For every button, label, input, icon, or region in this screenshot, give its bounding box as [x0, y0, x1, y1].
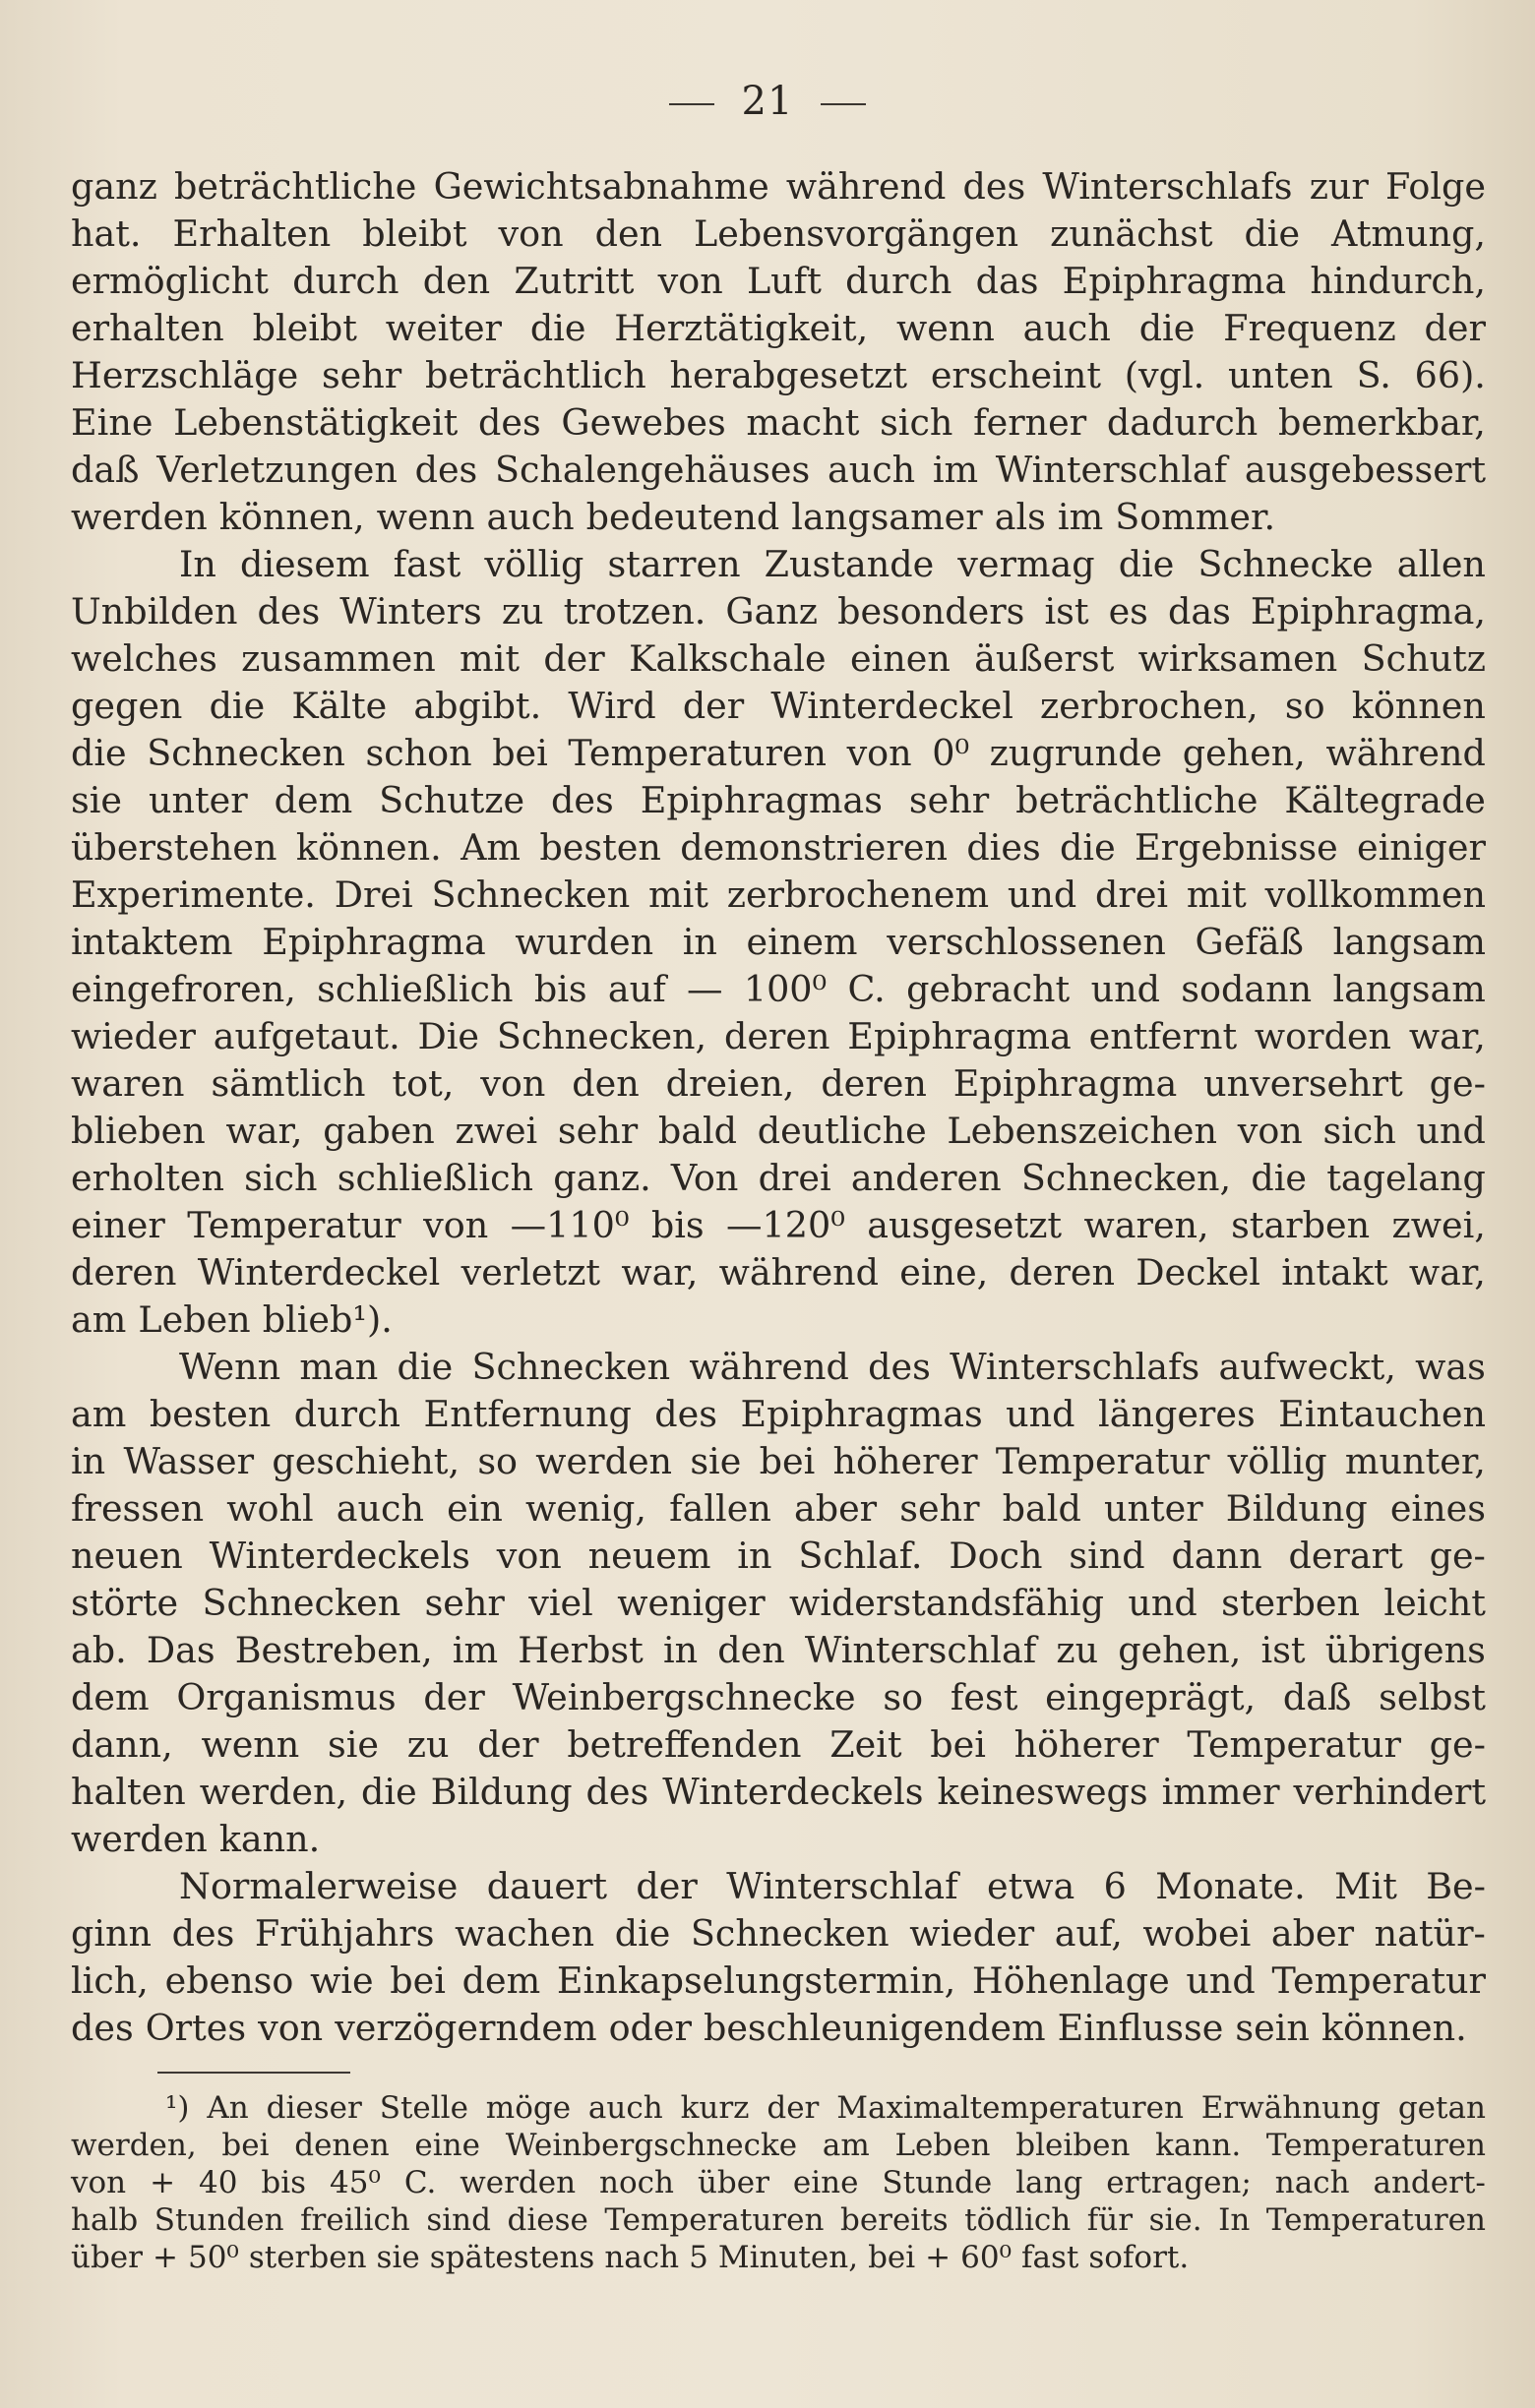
text-line: am besten durch Entfernung des Epiphragmas und längeres Eintauchen	[71, 1393, 1486, 1435]
text-line: des Ortes von verzögerndem oder beschleunigendem Einflusse sein können.	[71, 2007, 1467, 2049]
footnote-line: werden, bei denen eine Weinbergschnecke am Leben bleiben kann. Temperaturen	[71, 2128, 1486, 2163]
right-dash	[821, 103, 866, 105]
text-line: Eine Lebenstätigkeit des Gewebes macht sich ferner dadurch bemerkbar,	[71, 401, 1486, 444]
text-line: ganz beträchtliche Gewichtsabnahme während des Winterschlafs zur Folge	[71, 165, 1486, 208]
text-line: Experimente. Drei Schnecken mit zerbrochenem und drei mit vollkommen	[71, 873, 1486, 916]
footnote-rule	[157, 2072, 350, 2074]
text-line: hat. Erhalten bleibt von den Lebensvorgängen zunächst die Atmung,	[71, 212, 1486, 255]
body-text	[71, 163, 1486, 2052]
text-line: am Leben blieb¹).	[71, 1298, 393, 1341]
paragraph	[71, 1863, 1486, 2052]
text-line: neuen Winterdeckels von neuem in Schlaf. Doch sind dann derart ge-	[71, 1535, 1486, 1577]
text-line: einer Temperatur von —110⁰ bis —120⁰ ausgesetzt waren, starben zwei,	[71, 1204, 1486, 1246]
text-line: In diesem fast völlig starren Zustande vermag die Schnecke allen	[179, 543, 1486, 585]
text-line: waren sämtlich tot, von den dreien, deren Epiphragma unversehrt ge-	[71, 1062, 1486, 1105]
text-line: halten werden, die Bildung des Winterdeckels keineswegs immer verhindert	[71, 1771, 1486, 1813]
footnote-line: von + 40 bis 45⁰ C. werden noch über eine Stunde lang ertragen; nach andert-	[71, 2165, 1486, 2200]
text-line: werden kann.	[71, 1818, 321, 1860]
left-dash	[669, 103, 714, 105]
text-line: fressen wohl auch ein wenig, fallen aber sehr bald unter Bildung eines	[71, 1487, 1486, 1530]
text-line: überstehen können. Am besten demonstrieren dies die Ergebnisse einiger	[71, 826, 1486, 869]
text-line: sie unter dem Schutze des Epiphragmas sehr beträchtliche Kältegrade	[71, 779, 1486, 821]
text-line: daß Verletzungen des Schalengehäuses auch im Winterschlaf ausgebessert	[71, 449, 1486, 491]
text-line: Normalerweise dauert der Winterschlaf etwa 6 Monate. Mit Be-	[179, 1865, 1486, 1907]
footnote	[71, 2089, 1486, 2276]
text-line: Wenn man die Schnecken während des Winterschlafs aufweckt, was	[179, 1346, 1486, 1388]
footnote-line: ¹) An dieser Stelle möge auch kurz der Maximaltemperaturen Erwähnung getan	[165, 2090, 1486, 2126]
text-line: blieben war, gaben zwei sehr bald deutliche Lebenszeichen von sich und	[71, 1110, 1486, 1152]
text-line: die Schnecken schon bei Temperaturen von 0⁰ zugrunde gehen, während	[71, 732, 1486, 774]
text-line: ginn des Frühjahrs wachen die Schnecken wieder auf, wobei aber natür-	[71, 1912, 1486, 1955]
text-line: Herzschläge sehr beträchtlich herabgesetzt erscheint (vgl. unten S. 66).	[71, 354, 1486, 396]
text-line: deren Winterdeckel verletzt war, während eine, deren Deckel intakt war,	[71, 1251, 1486, 1294]
text-line: dann, wenn sie zu der betreffenden Zeit bei höherer Temperatur ge-	[71, 1723, 1486, 1766]
text-line: ab. Das Bestreben, im Herbst in den Winterschlaf zu gehen, ist übrigens	[71, 1629, 1486, 1671]
text-line: Unbilden des Winters zu trotzen. Ganz besonders ist es das Epiphragma,	[71, 590, 1486, 632]
footnote-line: halb Stunden freilich sind diese Temperaturen bereits tödlich für sie. In Temperaturen	[71, 2202, 1486, 2238]
page-number: 21	[741, 79, 794, 124]
paragraph	[71, 1344, 1486, 1863]
text-line: erhalten bleibt weiter die Herztätigkeit, wenn auch die Frequenz der	[71, 307, 1486, 349]
page-number-header	[0, 77, 1535, 126]
text-line: eingefroren, schließlich bis auf — 100⁰ C. gebracht und sodann langsam	[71, 968, 1486, 1010]
footnote-line: über + 50⁰ sterben sie spätestens nach 5 Minuten, bei + 60⁰ fast sofort.	[71, 2240, 1190, 2275]
text-line: intaktem Epiphragma wurden in einem verschlossenen Gefäß langsam	[71, 921, 1486, 963]
paragraph	[71, 541, 1486, 1344]
text-line: ermöglicht durch den Zutritt von Luft durch das Epiphragma hindurch,	[71, 260, 1486, 302]
paragraph	[71, 163, 1486, 541]
text-line: werden können, wenn auch bedeutend langsamer als im Sommer.	[71, 496, 1276, 538]
text-line: in Wasser geschieht, so werden sie bei höherer Temperatur völlig munter,	[71, 1440, 1486, 1482]
text-line: erholten sich schließlich ganz. Von drei anderen Schnecken, die tagelang	[71, 1157, 1486, 1199]
text-line: störte Schnecken sehr viel weniger widerstandsfähig und sterben leicht	[71, 1582, 1486, 1624]
text-line: dem Organismus der Weinbergschnecke so fest eingeprägt, daß selbst	[71, 1676, 1486, 1718]
text-line: wieder aufgetaut. Die Schnecken, deren Epiphragma entfernt worden war,	[71, 1015, 1486, 1057]
text-line: lich, ebenso wie bei dem Einkapselungstermin, Höhenlage und Temperatur	[71, 1959, 1486, 2002]
text-line: gegen die Kälte abgibt. Wird der Winterdeckel zerbrochen, so können	[71, 685, 1486, 727]
text-line: welches zusammen mit der Kalkschale einen äußerst wirksamen Schutz	[71, 637, 1486, 680]
